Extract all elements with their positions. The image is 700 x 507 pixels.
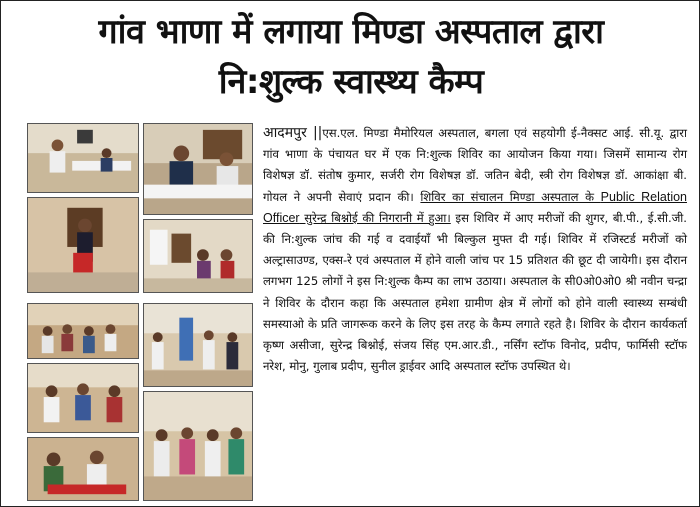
camp-photo (27, 197, 139, 293)
camp-photo (143, 391, 253, 501)
headline-line-2: नि:शुल्क स्वास्थ्य कैम्प (218, 62, 484, 102)
camp-photo (27, 303, 139, 359)
article-highlight: शिविर का संचालन मिण्डा अस्पताल के (420, 189, 601, 204)
camp-photo (143, 303, 253, 387)
camp-photo (143, 123, 253, 215)
article-dateline: आदमपुर || (263, 125, 323, 141)
article-highlight-english: Public Relation Officer (263, 189, 687, 225)
article-text: इस शिविर में आए मरीजों की शुगर, बी.पी., ई.सी.जी. की नि:शुल्क जांच की गई व दवाईयाँ भी बिल्कुल मुफ्त दी गई। शिविर में रजिस्टर्ड मरीजों को अल्ट्रासाउण्ड, एक्स-रे एवं अस्पताल में होने वाली जांच पर 15 प्रतिशत की छूट दी जायेगी। इस दौरान लगभग 125 लोगों ने इस नि:शुल्क कैम्प का लाभ उठाया। अस्पताल के सी0ओ0ओ0 श्री नवीन चन्द्रा ने शिविर के दौरान कहा कि अस्पताल हमेशा ग्रामीण क्षेत्र में लोगों को होने वाली स्वास्थ्य सम्बंधी समस्याओ के प्रति जागरूक करने के लिए इस तरह के कैम्प लगाते रहते है। शिविर के दौरान कार्यकर्ता कृष्ण असीजा, सुरेन्द्र बिश्नोई, संजय सिंह एम.आर.डी., नर्सिंग स्टॉफ विनोद, प्रदीप, फार्मिसी स्टॉफ नरेश, मोनु, गुलाब प्रदीप, सुनील ड्राईवर आदि अस्पताल स्टॉफ उपस्थित थे। (263, 210, 687, 374)
camp-photo (143, 219, 253, 293)
photo-collage (27, 123, 253, 501)
camp-photo (27, 363, 139, 433)
headline-line-1: गांव भाणा में लगाया मिण्डा अस्पताल द्वारा (98, 12, 604, 52)
article-body (263, 123, 687, 491)
article-highlight: सुरेन्द्र बिश्नोई की निगरानी में हुआ। (299, 210, 451, 225)
headline (1, 7, 700, 107)
camp-photo (27, 123, 139, 193)
article-text: एस.एल. मिण्डा मैमोरियल अस्पताल, बगला एवं सहयोगी ई-नैक्सट आई. सी.यू. द्वारा गांव भाणा के पंचायत घर में एक नि:शुल्क शिविर का आयोजन किया गया। जिसमें सामान्य रोग विशेषज्ञ डॉ. संतोष कुमार, सर्जरी रोग विशेषज्ञ डॉ. जतिन बेदी, स्त्री रोग विशेषज्ञ डॉ. आकांक्षा बी. गोयल ने अपनी सेवाएं प्रदान की। (263, 126, 687, 204)
camp-photo (27, 437, 139, 501)
